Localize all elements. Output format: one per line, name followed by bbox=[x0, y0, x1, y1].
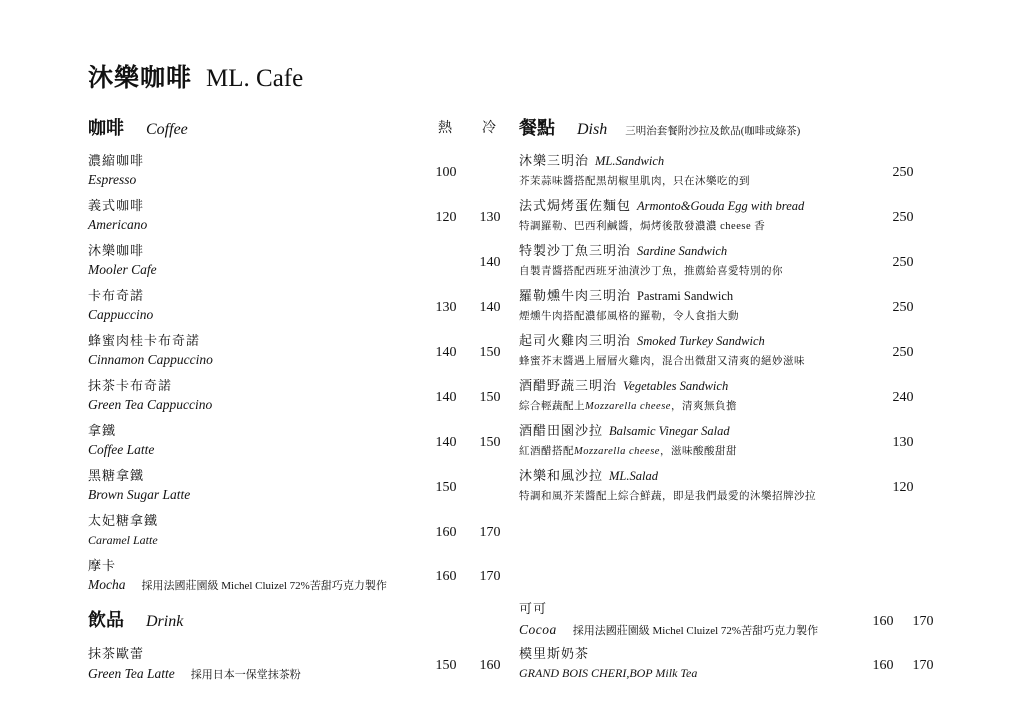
coffee-item-en: Mooler Cafe bbox=[88, 262, 157, 277]
price-cold: 170 bbox=[479, 569, 501, 584]
dish-name-zh: 起司火雞肉三明治 bbox=[519, 333, 632, 348]
price-hot: 140 bbox=[435, 435, 457, 450]
dish-name-en: Vegetables Sandwich bbox=[623, 379, 729, 393]
coffee-item-en: Coffee Latte bbox=[88, 442, 155, 457]
coffee-item-en-row bbox=[88, 576, 387, 594]
price-hot: 120 bbox=[435, 210, 457, 225]
dish-desc bbox=[519, 443, 737, 458]
price-hot: 160 bbox=[435, 525, 457, 540]
coffee-section-title bbox=[88, 114, 188, 140]
dish-desc: 芥茉蒜味醬搭配黑胡椒里肌肉，只在沐樂吃的到 bbox=[519, 176, 750, 187]
dish-desc: 煙燻牛肉搭配濃郁風格的羅勒，令人食指大動 bbox=[519, 311, 739, 322]
drink-title-zh: 飲品 bbox=[88, 610, 124, 630]
dish-desc-post: ，滋味酸酸甜甜 bbox=[659, 446, 737, 457]
dish-name-en: Sardine Sandwich bbox=[637, 244, 728, 258]
title-en: ML. Cafe bbox=[206, 65, 304, 92]
dish-name-en: Balsamic Vinegar Salad bbox=[609, 424, 730, 438]
coffee-item-zh: 義式咖啡 bbox=[88, 198, 145, 213]
dish-price: 250 bbox=[892, 345, 914, 360]
coffee-item-zh: 卡布奇諾 bbox=[88, 288, 145, 303]
price-cold: 140 bbox=[479, 255, 501, 270]
price-hot: 140 bbox=[435, 390, 457, 405]
price-cold: 140 bbox=[479, 300, 501, 315]
dish-name-en: ML.Salad bbox=[609, 469, 658, 483]
dish-desc: 特調和風芥茉醬配上綜合鮮蔬，即是我們最愛的沐樂招牌沙拉 bbox=[519, 491, 816, 502]
coffee-title-en: Coffee bbox=[146, 121, 188, 138]
dish-name-en: ML.Sandwich bbox=[595, 154, 665, 168]
coffee-item-zh: 摩卡 bbox=[88, 558, 117, 573]
coffee-item-zh: 黑糖拿鐵 bbox=[88, 468, 145, 483]
coffee-item-en: Caramel Latte bbox=[88, 533, 158, 547]
drink-item-en: GRAND BOIS CHERI,BOP Milk Tea bbox=[519, 666, 698, 680]
dish-desc-post: ，清爽無負擔 bbox=[670, 401, 737, 412]
drink-item-note: 採用法國莊園級 Michel Cluizel 72%苦甜巧克力製作 bbox=[572, 625, 819, 637]
dish-item-name bbox=[519, 330, 765, 350]
coffee-item-en: Americano bbox=[88, 217, 148, 232]
drink-item-en: Cocoa bbox=[519, 622, 557, 637]
dish-name-zh: 酒醋野蔬三明治 bbox=[519, 378, 618, 393]
dish-desc-cheese: Mozzarella cheese bbox=[585, 401, 671, 412]
dish-price: 250 bbox=[892, 255, 914, 270]
coffee-title-zh: 咖啡 bbox=[88, 118, 124, 138]
dish-name-en: Armonto&Gouda Egg with bread bbox=[637, 199, 805, 213]
dish-title-zh: 餐點 bbox=[519, 118, 555, 138]
title-zh: 沐樂咖啡 bbox=[88, 65, 193, 92]
drink-item-en: Green Tea Latte bbox=[88, 666, 175, 681]
dish-desc: 蜂蜜芥末醬遇上層層火雞肉，混合出微甜又清爽的絕妙滋味 bbox=[519, 356, 805, 367]
dish-name-zh: 特製沙丁魚三明治 bbox=[519, 243, 632, 258]
drink-item-zh: 抹茶歐蕾 bbox=[88, 646, 145, 661]
dish-item-name bbox=[519, 420, 730, 440]
price-cold: 160 bbox=[479, 658, 501, 673]
dish-price: 250 bbox=[892, 165, 914, 180]
coffee-item-en: Mocha bbox=[88, 577, 126, 592]
drink-item-zh: 模里斯奶茶 bbox=[519, 646, 590, 661]
dish-price: 240 bbox=[892, 390, 914, 405]
coffee-item-en: Green Tea Cappuccino bbox=[88, 397, 213, 412]
dish-item-name bbox=[519, 150, 664, 170]
dish-item-name bbox=[519, 240, 727, 260]
drink-section-title bbox=[88, 606, 183, 632]
coffee-item-zh: 蜂蜜肉桂卡布奇諾 bbox=[88, 333, 201, 348]
price-hot: 140 bbox=[435, 345, 457, 360]
col-cold-header: 冷 bbox=[482, 121, 496, 136]
dish-title-en: Dish bbox=[577, 121, 608, 138]
coffee-item-note: 採用法國莊園級 Michel Cluizel 72%苦甜巧克力製作 bbox=[141, 580, 387, 592]
drink-title-en: Drink bbox=[146, 613, 184, 630]
page-title bbox=[88, 58, 303, 94]
dish-desc bbox=[519, 398, 737, 413]
dish-price: 250 bbox=[892, 300, 914, 315]
dish-name-zh: 沐樂和風沙拉 bbox=[519, 468, 604, 483]
dish-note: 三明治套餐附沙拉及飲品(咖啡或綠茶) bbox=[625, 126, 801, 137]
dish-name-zh: 羅勒燻牛肉三明治 bbox=[519, 288, 632, 303]
dish-desc-cheese: Mozzarella cheese bbox=[574, 446, 660, 457]
coffee-item-en: Cappuccino bbox=[88, 307, 154, 322]
drink-item-en-row bbox=[519, 621, 818, 639]
dish-name-zh: 法式焗烤蛋佐麵包 bbox=[519, 198, 632, 213]
dish-name-en: Pastrami Sandwich bbox=[637, 289, 734, 303]
price-hot: 160 bbox=[435, 569, 457, 584]
price-hot: 150 bbox=[435, 480, 457, 495]
dish-price: 250 bbox=[892, 210, 914, 225]
coffee-item-en: Brown Sugar Latte bbox=[88, 487, 191, 502]
col-hot-header: 熱 bbox=[438, 121, 452, 136]
dish-name-en: Smoked Turkey Sandwich bbox=[637, 334, 765, 348]
dish-name-zh: 酒醋田園沙拉 bbox=[519, 423, 604, 438]
price-cold: 130 bbox=[479, 210, 501, 225]
dish-desc: 自製青醬搭配西班牙油漬沙丁魚，推薦給喜愛特別的你 bbox=[519, 266, 783, 277]
price-cold: 170 bbox=[912, 614, 934, 629]
coffee-item-en: Cinnamon Cappuccino bbox=[88, 352, 213, 367]
dish-item-name bbox=[519, 465, 658, 485]
coffee-item-zh: 濃縮咖啡 bbox=[88, 153, 145, 168]
price-cold: 170 bbox=[912, 658, 934, 673]
price-hot: 160 bbox=[872, 614, 894, 629]
price-hot: 150 bbox=[435, 658, 457, 673]
coffee-item-zh: 太妃糖拿鐵 bbox=[88, 513, 159, 528]
price-hot: 130 bbox=[435, 300, 457, 315]
price-cold: 150 bbox=[479, 435, 501, 450]
dish-item-name bbox=[519, 195, 804, 215]
coffee-item-zh: 拿鐵 bbox=[88, 423, 117, 438]
price-hot: 100 bbox=[435, 165, 457, 180]
coffee-item-zh: 抹茶卡布奇諾 bbox=[88, 378, 173, 393]
dish-item-name bbox=[519, 375, 728, 395]
price-cold: 170 bbox=[479, 525, 501, 540]
dish-name-zh: 沐樂三明治 bbox=[519, 153, 590, 168]
price-cold: 150 bbox=[479, 390, 501, 405]
price-hot: 160 bbox=[872, 658, 894, 673]
dish-desc-pre: 綜合輕蔬配上 bbox=[519, 401, 585, 412]
dish-price: 120 bbox=[892, 480, 914, 495]
drink-item-note: 採用日本一保堂抹茶粉 bbox=[190, 669, 301, 681]
dish-price: 130 bbox=[892, 435, 914, 450]
drink-item-en-row bbox=[88, 665, 301, 683]
dish-item-name bbox=[519, 285, 733, 305]
drink-item-zh: 可可 bbox=[519, 601, 548, 616]
dish-section-title bbox=[519, 114, 800, 140]
coffee-item-zh: 沐樂咖啡 bbox=[88, 243, 145, 258]
dish-desc: 特調羅勒、巴西利鹹醬，焗烤後散發濃濃 cheese 香 bbox=[519, 221, 766, 232]
price-cold: 150 bbox=[479, 345, 501, 360]
dish-desc-pre: 紅酒醋搭配 bbox=[519, 446, 574, 457]
coffee-item-en: Espresso bbox=[88, 172, 137, 187]
